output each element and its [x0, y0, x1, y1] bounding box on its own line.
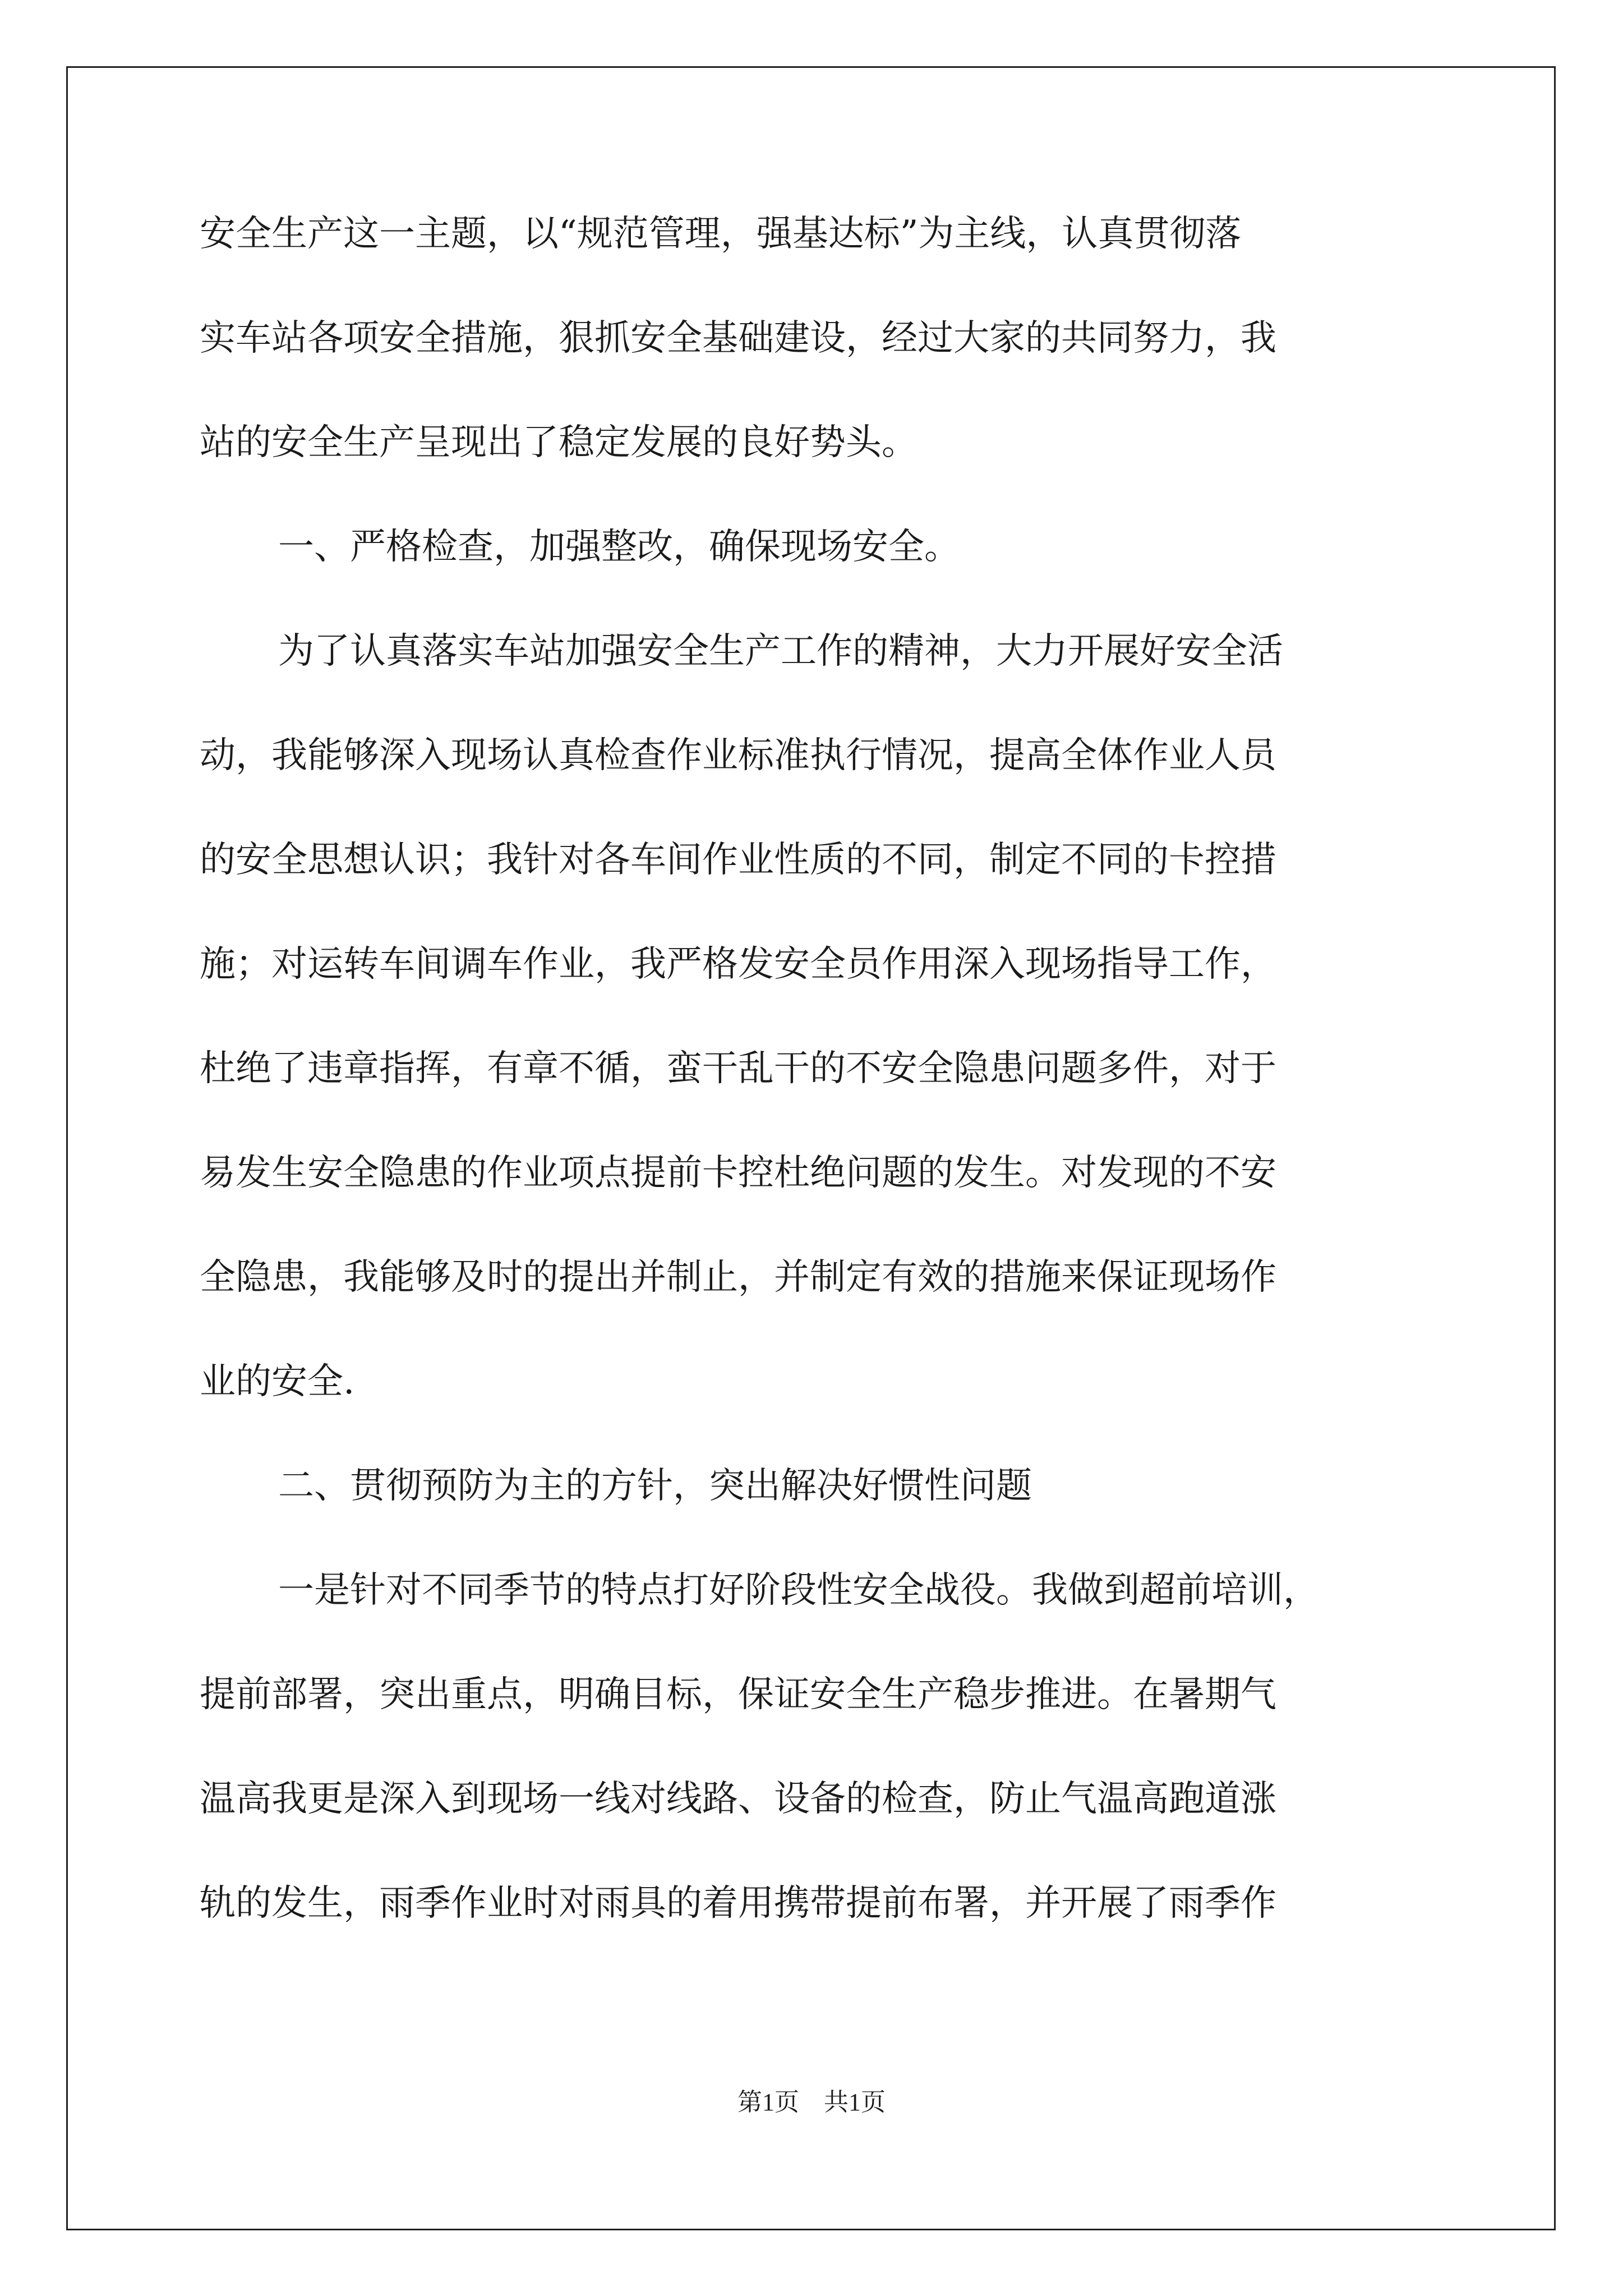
text-line: 为了认真落实车站加强安全生产工作的精神，大力开展好安全活 — [278, 631, 1283, 672]
text-line: 杜绝了违章指挥，有章不循，蛮干乱干的不安全隐患问题多件，对于 — [200, 1048, 1276, 1089]
text-line: 一是针对不同季节的特点打好阶段性安全战役。我做到超前培训， — [278, 1570, 1319, 1611]
text-line: 安全生产这一主题，以“规范管理，强基达标”为主线，认真贯彻落 — [200, 213, 1242, 255]
text-line: 温高我更是深入到现场一线对线路、设备的检查，防止气温高跑道涨 — [200, 1778, 1276, 1820]
text-line: 施；对运转车间调车作业，我严格发安全员作用深入现场指导工作， — [200, 944, 1276, 985]
text-line: 站的安全生产呈现出了稳定发展的良好势头。 — [200, 422, 917, 463]
section-heading: 一、严格检查，加强整改，确保现场安全。 — [278, 526, 960, 568]
document-body — [200, 210, 1422, 1984]
text-line: 全隐患，我能够及时的提出并制止，并制定有效的措施来保证现场作 — [200, 1257, 1276, 1298]
text-line: 轨的发生，雨季作业时对雨具的着用携带提前布署，并开展了雨季作 — [200, 1883, 1276, 1924]
text-line: 的安全思想认识；我针对各车间作业性质的不同，制定不同的卡控措 — [200, 839, 1276, 881]
text-line: 实车站各项安全措施，狠抓安全基础建设，经过大家的共同努力，我 — [200, 318, 1276, 359]
page-number-footer: 第1页 共1页 — [737, 2088, 886, 2116]
text-line: 提前部署，突出重点，明确目标，保证安全生产稳步推进。在暑期气 — [200, 1674, 1276, 1715]
section-heading: 二、贯彻预防为主的方针，突出解决好惯性问题 — [278, 1465, 1032, 1507]
text-line: 易发生安全隐患的作业项点提前卡控杜绝问题的发生。对发现的不安 — [200, 1152, 1276, 1194]
text-line: 业的安全. — [200, 1361, 355, 1402]
text-line: 动，我能够深入现场认真检查作业标准执行情况，提高全体作业人员 — [200, 735, 1276, 776]
